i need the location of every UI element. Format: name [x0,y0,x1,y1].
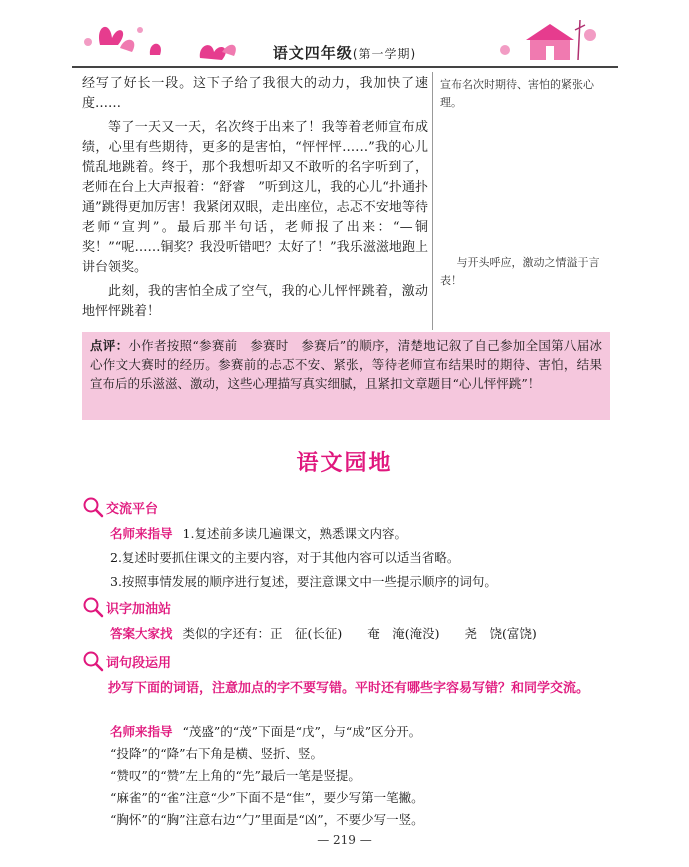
exchange-text: 1.复述前多读几遍课文，熟悉课文内容。 [182,526,407,541]
page-number: — 219 — [317,833,372,847]
magnifier-icon [82,496,104,518]
teacher-guide-tag: 名师来指导 [110,724,173,739]
subheading-label: 词句段运用 [106,655,172,671]
exchange-line [110,524,407,544]
exchange-line: 2.复述时要抓住课文的主要内容，对于其他内容可以适当省略。 [110,550,460,565]
article-paragraph: 经写了好长一段。这下子给了我很大的动力，我加快了速度…… [82,76,428,111]
subheading-label: 识字加油站 [106,601,172,617]
side-note: 与开头呼应，激动之情溢于言表！ [440,256,600,287]
review-label: 点评： [90,338,129,353]
usage-line: “麻雀”的“雀”注意“少”下面不是“隹”，要少写第一笔撇。 [110,790,424,805]
page-header [0,0,689,72]
section-title: 语文园地 [296,451,393,476]
usage-text: “茂盛”的“茂”下面是“戊”，与“成”区分开。 [182,724,422,739]
exchange-line: 3.按照事情发展的顺序进行复述，要注意课文中一些提示顺序的词句。 [110,574,497,589]
side-note: 宣布名次时期待、害怕的紧张心理。 [440,78,594,109]
literacy-text: 类似的字还有：正 征(长征) 奄 淹(淹没) 尧 饶(富饶) [182,626,537,641]
article-paragraph: 此刻，我的害怕全成了空气，我的心儿怦怦跳着，激动地怦怦跳着！ [82,284,428,319]
subheading-label: 交流平台 [106,501,159,517]
subheading-literacy [82,596,171,618]
subheading-usage [82,650,171,672]
usage-line [110,722,421,742]
teacher-guide-tag: 名师来指导 [110,526,173,541]
header-title [0,42,689,63]
header-title-sub: (第一学期) [352,47,417,61]
subheading-exchange [82,496,158,518]
magnifier-icon [82,596,104,618]
review-box [82,332,610,420]
header-rule [72,66,618,68]
header-title-main: 语文四年级 [272,44,353,62]
usage-line: “赞叹”的“赞”左上角的“先”最后一笔是竖提。 [110,768,361,783]
usage-line: “胸怀”的“胸”注意右边“勹”里面是“凶”，不要少写一竖。 [110,812,424,827]
column-divider [432,72,433,330]
usage-line: “投降”的“降”右下角是横、竖折、竖。 [110,746,324,761]
review-text: 小作者按照“参赛前 参赛时 参赛后”的顺序，清楚地记叙了自己参加全国第八届冰心作文大赛时的经历。参赛前的忐忑不安、紧张，等待老师宣布结果时的期待、害怕，结果宣布后的乐滋滋、激动，这些心理描写真实细腻，且紧扣文章题目“心儿怦怦跳”！ [90,338,602,391]
article-text [82,74,428,322]
article-paragraph: 等了一天又一天，名次终于出来了！我等着老师宣布成绩，心里有些期待，更多的是害怕，“怦怦怦……”我的心儿慌乱地跳着。终于，那个我想听却又不敢听的名字听到了，老师在台上大声报着：“舒睿 ”听到这儿，我的心儿“扑通扑通”跳得更加厉害！我紧闭双眼，走出座位，忐忑不安地等待老师“宣判”。最后那半句话，老师报了出来：“—铜奖！”“呢……铜奖？我没听错吧？太好了！”我乐滋滋地跑上讲台领奖。 [82,120,428,275]
answer-tag: 答案大家找 [110,626,173,641]
usage-task: 抄写下面的词语，注意加点的字不要写错。平时还有哪些字容易写错？和同学交流。 [108,681,590,696]
literacy-line [110,624,537,644]
magnifier-icon [82,650,104,672]
